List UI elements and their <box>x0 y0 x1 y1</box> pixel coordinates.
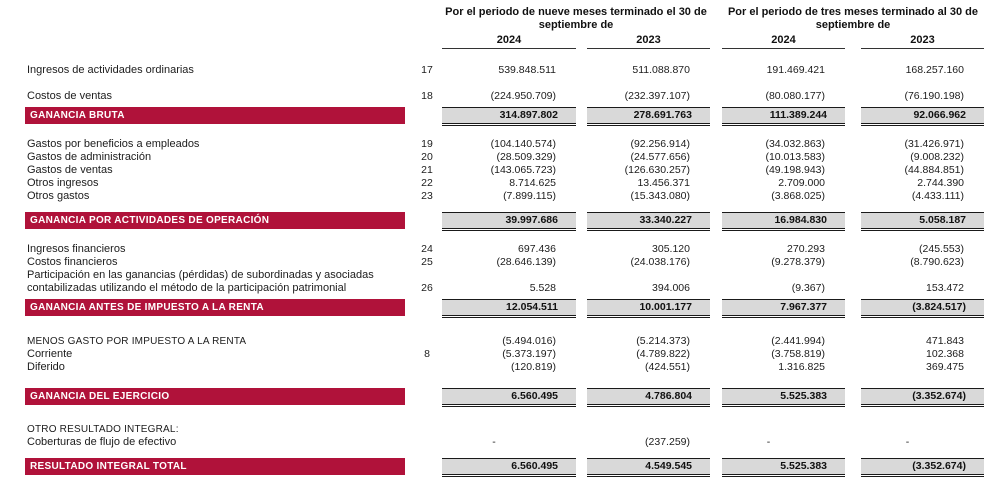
cell-value: - <box>492 436 496 448</box>
cell-value: (224.950.709) <box>490 90 556 102</box>
total-value: 16.984.830 <box>722 212 845 229</box>
row-label: Gastos de ventas <box>27 164 113 176</box>
cell-value: (104.140.574) <box>490 138 556 150</box>
cell-value: - <box>766 436 771 448</box>
year-column-header: 2023 <box>861 34 984 49</box>
row-label: Coberturas de flujo de efectivo <box>27 436 177 448</box>
row-label: Ingresos de actividades ordinarias <box>27 64 194 76</box>
table-row <box>0 348 992 361</box>
table-row <box>0 138 992 151</box>
cell-value: 511.088.870 <box>632 64 690 76</box>
cell-value: 8.714.625 <box>509 177 556 189</box>
note-reference: 19 <box>421 138 433 150</box>
cell-value: (2.441.994) <box>771 335 825 347</box>
total-value: 6.560.495 <box>442 458 576 475</box>
row-label: Costos de ventas <box>27 90 112 102</box>
section-total-row <box>0 458 992 475</box>
cell-value: 153.472 <box>926 282 964 294</box>
row-label: Otros gastos <box>27 190 90 202</box>
total-value: (3.352.674) <box>861 458 984 475</box>
section-title-banner: RESULTADO INTEGRAL TOTAL <box>25 458 405 475</box>
period-three-months-header: Por el periodo de tres meses terminado al 30 de septiembre de <box>727 6 979 31</box>
cell-value: 168.257.160 <box>905 64 964 76</box>
table-row <box>0 361 992 374</box>
note-reference: 25 <box>421 256 433 268</box>
cell-value: 5.528 <box>529 282 556 294</box>
table-row <box>0 243 992 256</box>
total-value: 7.967.377 <box>722 299 845 316</box>
cell-value: (31.426.971) <box>904 138 964 150</box>
table-row <box>0 190 992 203</box>
total-value: 6.560.495 <box>442 388 576 405</box>
total-value: 111.389.244 <box>722 107 845 124</box>
row-label: Otros ingresos <box>27 177 99 189</box>
table-row <box>0 64 992 77</box>
cell-value: (24.577.656) <box>630 151 690 163</box>
cell-value: (28.646.139) <box>496 256 556 268</box>
cell-value: 270.293 <box>787 243 825 255</box>
cell-value: (5.373.197) <box>502 348 556 360</box>
cell-value: (126.630.257) <box>624 164 690 176</box>
cell-value: (4.433.111) <box>911 190 964 202</box>
cell-value: 13.456.371 <box>637 177 690 189</box>
table-row <box>0 151 992 164</box>
cell-value: (424.551) <box>645 361 690 373</box>
total-value: 4.549.545 <box>587 458 710 475</box>
cell-value: (8.790.623) <box>910 256 964 268</box>
cell-value: (28.509.329) <box>496 151 556 163</box>
cell-value: - <box>905 436 910 448</box>
period-nine-months-header: Por el periodo de nueve meses terminado el 30 de septiembre de <box>445 6 707 31</box>
cell-value: 2.744.390 <box>917 177 964 189</box>
cell-value: (7.899.115) <box>503 190 556 202</box>
total-value: 278.691.763 <box>587 107 710 124</box>
table-row <box>0 164 992 177</box>
note-reference: 18 <box>421 90 433 102</box>
note-reference: 17 <box>421 64 433 76</box>
cell-value: 697.436 <box>518 243 556 255</box>
total-value: (3.824.517) <box>861 299 984 316</box>
cell-value: (9.278.379) <box>771 256 825 268</box>
table-row <box>0 256 992 269</box>
cell-value: (143.065.723) <box>490 164 556 176</box>
period-header-row <box>0 6 992 31</box>
section-total-row <box>0 107 992 124</box>
section-title-banner: GANANCIA POR ACTIVIDADES DE OPERACIÓN <box>25 212 405 229</box>
total-value: 12.054.511 <box>442 299 576 316</box>
cell-value: (245.553) <box>919 243 964 255</box>
cell-value: 102.368 <box>926 348 964 360</box>
note-reference: 22 <box>421 177 433 189</box>
total-value: 5.058.187 <box>861 212 984 229</box>
total-value: 4.786.804 <box>587 388 710 405</box>
cell-value: (9.008.232) <box>910 151 964 163</box>
cell-value: 305.120 <box>652 243 690 255</box>
cell-value: (80.080.177) <box>765 90 825 102</box>
cell-value: (34.032.863) <box>765 138 825 150</box>
section-title-banner: GANANCIA ANTES DE IMPUESTO A LA RENTA <box>25 299 405 316</box>
total-value: (3.352.674) <box>861 388 984 405</box>
cell-value: 1.316.825 <box>778 361 825 373</box>
year-column-header: 2024 <box>442 34 576 49</box>
cell-value: (44.884.851) <box>904 164 964 176</box>
row-label: Gastos por beneficios a empleados <box>27 138 200 150</box>
note-reference: 20 <box>421 151 433 163</box>
cell-value: 471.843 <box>926 335 964 347</box>
table-row <box>0 90 992 103</box>
note-reference: 21 <box>421 164 433 176</box>
cell-value: (49.198.943) <box>765 164 825 176</box>
note-reference: 26 <box>421 282 433 294</box>
cell-value: 2.709.000 <box>778 177 825 189</box>
total-value: 5.525.383 <box>722 458 845 475</box>
section-total-row <box>0 212 992 229</box>
table-row <box>0 177 992 190</box>
table-row <box>0 436 992 449</box>
cell-value: (92.256.914) <box>630 138 690 150</box>
total-value: 39.997.686 <box>442 212 576 229</box>
note-reference: 23 <box>421 190 433 202</box>
note-reference: 24 <box>421 243 433 255</box>
year-column-header: 2024 <box>722 34 845 49</box>
row-label: Participación en las ganancias (pérdidas) de subordinadas y asociadas contabilizadas utilizando el método de la participación patrimonial <box>27 269 374 294</box>
cell-value: (10.013.583) <box>765 151 825 163</box>
cell-value: (3.758.819) <box>771 348 825 360</box>
cell-value: 394.006 <box>652 282 690 294</box>
cell-value: 539.848.511 <box>498 64 556 76</box>
section-total-row <box>0 388 992 405</box>
table-row <box>0 423 992 436</box>
row-label: Costos financieros <box>27 256 118 268</box>
total-value: 33.340.227 <box>587 212 710 229</box>
table-row <box>0 269 992 295</box>
cell-value: (76.190.198) <box>904 90 964 102</box>
total-value: 92.066.962 <box>861 107 984 124</box>
year-column-header: 2023 <box>587 34 710 49</box>
cell-value: (5.214.373) <box>636 335 690 347</box>
total-value: 314.897.802 <box>442 107 576 124</box>
note-reference: 8 <box>424 348 430 360</box>
row-label: Corriente <box>27 348 73 360</box>
table-row <box>0 335 992 348</box>
section-total-row <box>0 299 992 316</box>
section-title-banner: GANANCIA BRUTA <box>25 107 405 124</box>
statement-rows <box>0 64 992 475</box>
cell-value: (232.397.107) <box>624 90 690 102</box>
cell-value: (120.819) <box>511 361 556 373</box>
row-label: OTRO RESULTADO INTEGRAL: <box>27 424 179 435</box>
cell-value: (5.494.016) <box>502 335 556 347</box>
row-label: MENOS GASTO POR IMPUESTO A LA RENTA <box>27 336 247 347</box>
cell-value: (4.789.822) <box>636 348 690 360</box>
total-value: 5.525.383 <box>722 388 845 405</box>
cell-value: 191.469.421 <box>766 64 825 76</box>
section-title-banner: GANANCIA DEL EJERCICIO <box>25 388 405 405</box>
cell-value: (24.038.176) <box>630 256 690 268</box>
row-label: Gastos de administración <box>27 151 152 163</box>
cell-value: (3.868.025) <box>771 190 825 202</box>
cell-value: (237.259) <box>645 436 690 448</box>
cell-value: 369.475 <box>926 361 964 373</box>
cell-value: (9.367) <box>791 282 825 294</box>
cell-value: (15.343.080) <box>630 190 690 202</box>
row-label: Ingresos financieros <box>27 243 126 255</box>
row-label: Diferido <box>27 361 65 373</box>
year-header-row <box>0 34 992 49</box>
total-value: 10.001.177 <box>587 299 710 316</box>
